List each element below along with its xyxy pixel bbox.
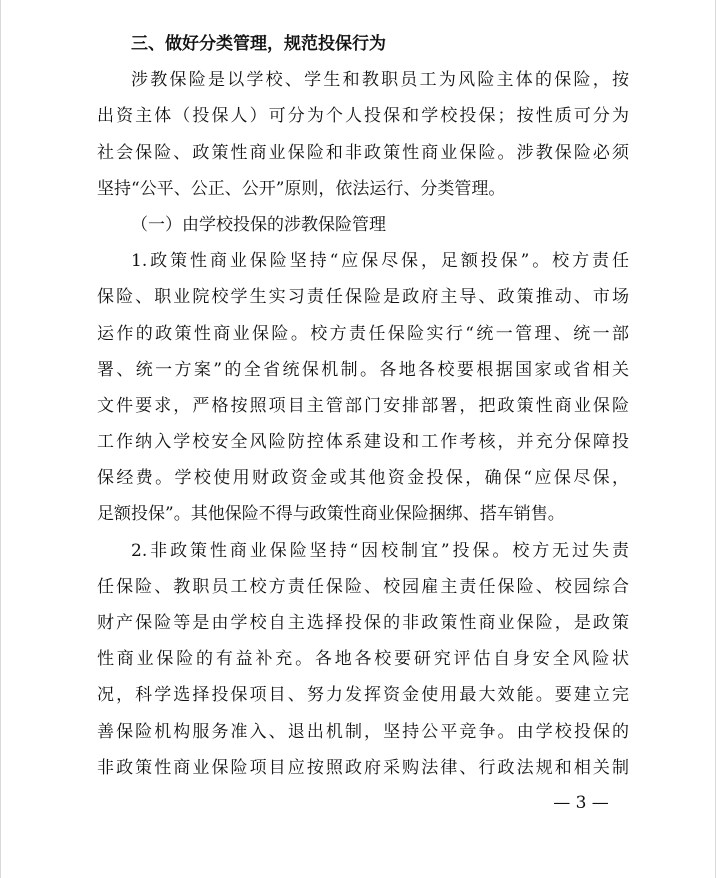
text-line: 运作的政策性商业保险。校方责任保险实行“统一管理、统一部 xyxy=(97,323,629,344)
item-2-paragraph xyxy=(97,533,629,786)
text-line: 坚持“公平、公正、公开”原则，依法运行、分类管理。 xyxy=(97,178,506,199)
document-body xyxy=(97,26,629,786)
text-line: 社会保险、政策性商业保险和非政策性商业保险。涉教保险必须 xyxy=(97,142,629,163)
text-line: 1.政策性商业保险坚持“应保尽保，足额投保”。校方责任 xyxy=(131,251,629,272)
text-line: 善保险机构服务准入、退出机制，坚持公平竞争。由学校投保的 xyxy=(97,721,629,742)
text-line: 工作纳入学校安全风险防控体系建设和工作考核，并充分保障投 xyxy=(97,432,629,453)
item-1-paragraph xyxy=(97,243,629,533)
section-heading: 三、做好分类管理，规范投保行为 xyxy=(131,34,386,54)
subsection-heading: （一）由学校投保的涉教保险管理 xyxy=(131,214,386,235)
text-line: 任保险、教职员工校方责任保险、校园雇主责任保险、校园综合 xyxy=(97,576,629,597)
text-line: 2.非政策性商业保险坚持“因校制宜”投保。校方无过失责 xyxy=(131,540,629,561)
text-line: 非政策性商业保险项目应按照政府采购法律、行政法规和相关制 xyxy=(97,757,629,778)
text-line: 文件要求，严格按照项目主管部门安排部署，把政策性商业保险 xyxy=(97,395,629,416)
text-line: 涉教保险是以学校、学生和教职员工为风险主体的保险，按 xyxy=(131,70,629,91)
text-line: 保险、职业院校学生实习责任保险是政府主导、政策推动、市场 xyxy=(97,287,629,308)
text-line: 署、统一方案”的全省统保机制。各地各校要根据国家或省相关 xyxy=(97,359,629,380)
text-line: 保经费。学校使用财政资金或其他资金投保，确保“应保尽保， xyxy=(97,468,629,489)
page-number: — 3 — xyxy=(553,793,609,813)
text-line: 况，科学选择投保项目、努力发挥资金使用最大效能。要建立完 xyxy=(97,685,629,706)
text-line: 足额投保”。其他保险不得与政策性商业保险捆绑、搭车销售。 xyxy=(97,504,565,525)
text-line: 财产保险等是由学校自主选择投保的非政策性商业保险，是政策 xyxy=(97,613,629,633)
intro-paragraph xyxy=(97,62,629,207)
text-line: 出资主体（投保人）可分为个人投保和学校投保；按性质可分为 xyxy=(97,106,629,127)
text-line: 性商业保险的有益补充。各地各校要研究评估自身安全风险状 xyxy=(97,649,629,670)
